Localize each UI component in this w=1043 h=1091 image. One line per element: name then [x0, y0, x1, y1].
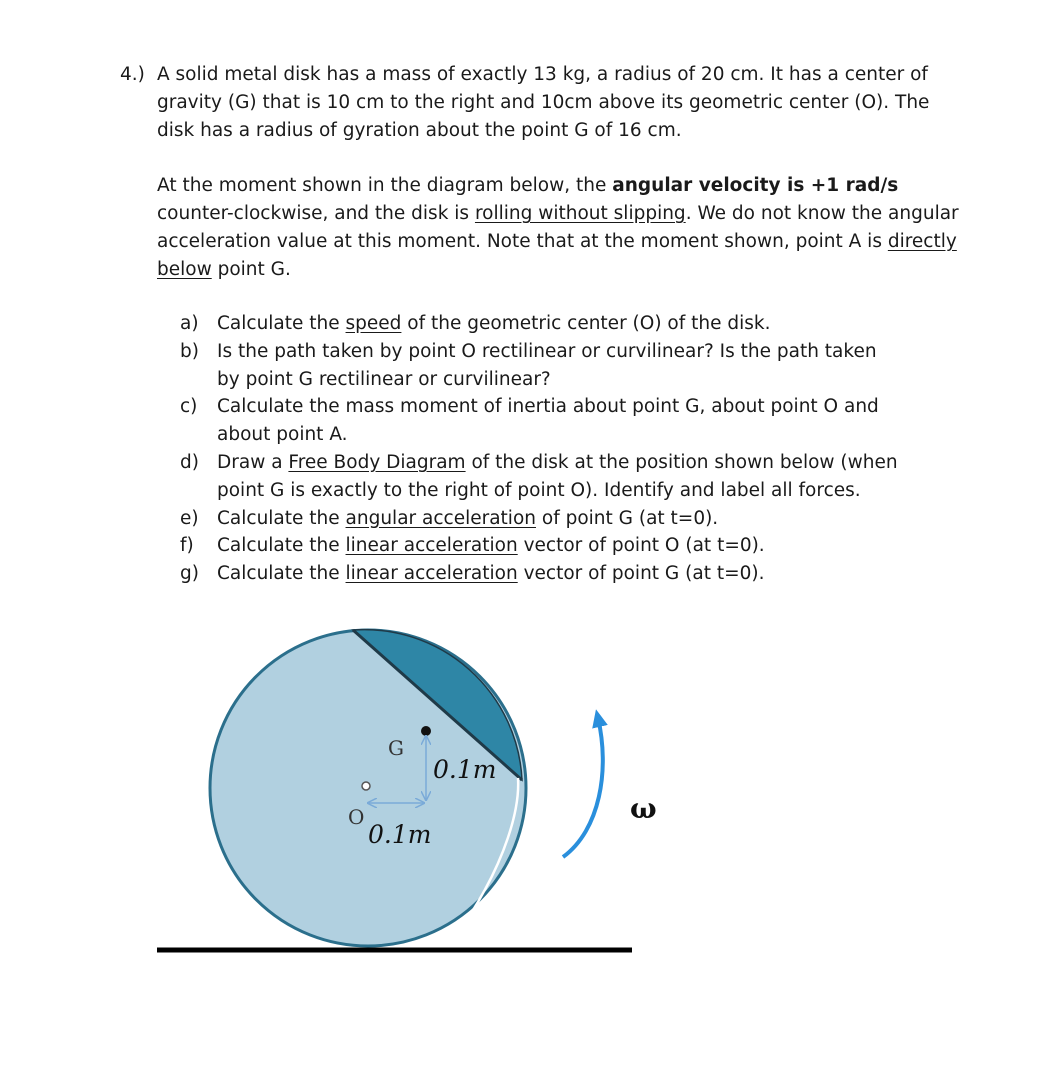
rotation-arrow [563, 718, 603, 857]
question-item: d) Draw a Free Body Diagram of the disk at the position shown below (when point G is exactly to the right of point O). Identify and label all forces. [180, 451, 898, 501]
rolling-underline: rolling without slipping [474, 203, 686, 224]
label-g: G [388, 736, 404, 760]
directly-below-underline: directly below [157, 231, 957, 280]
dim-label-vertical: 0.1m [433, 755, 497, 784]
question-item: a) Calculate the speed of the geometric center (O) of the disk. [180, 313, 771, 334]
point-o-dot [362, 782, 370, 790]
point-g-dot [421, 726, 431, 736]
question-item: g) Calculate the linear acceleration vector of point G (at t=0). [180, 563, 765, 585]
question-item: c) Calculate the mass moment of inertia about point G, about point O and about point A. [180, 396, 879, 446]
cond-text-1: At the moment shown in the diagram below, the [157, 175, 613, 196]
problem-number: 4.) [120, 64, 145, 85]
problem-intro: A solid metal disk has a mass of exactly 13 kg, a radius of 20 cm. It has a center of gravity (G) that is 10 cm to the right and 10cm above its geometric center (O). The disk has a radius of gyration about the point G of 16 cm. [157, 64, 930, 141]
question-item: b) Is the path taken by point O rectilinear or curvilinear? Is the path taken by point G rectilinear or curvilinear? [180, 340, 877, 390]
cond-text-3: . We do not know the angular acceleration value at this moment. Note that at the moment shown, point A is [157, 203, 959, 252]
question-item: e) Calculate the angular acceleration of point G (at t=0). [180, 507, 719, 529]
angular-velocity-emphasis: angular velocity is +1 rad/s [612, 175, 899, 196]
omega-symbol: ω [630, 792, 657, 825]
cond-text-4: point G. [211, 259, 291, 280]
question-item: f) Calculate the linear acceleration vector of point O (at t=0). [180, 535, 765, 557]
cond-text-2: counter-clockwise, and the disk is [157, 203, 475, 224]
label-o: O [348, 805, 365, 829]
dim-label-horizontal: 0.1m [368, 820, 432, 849]
